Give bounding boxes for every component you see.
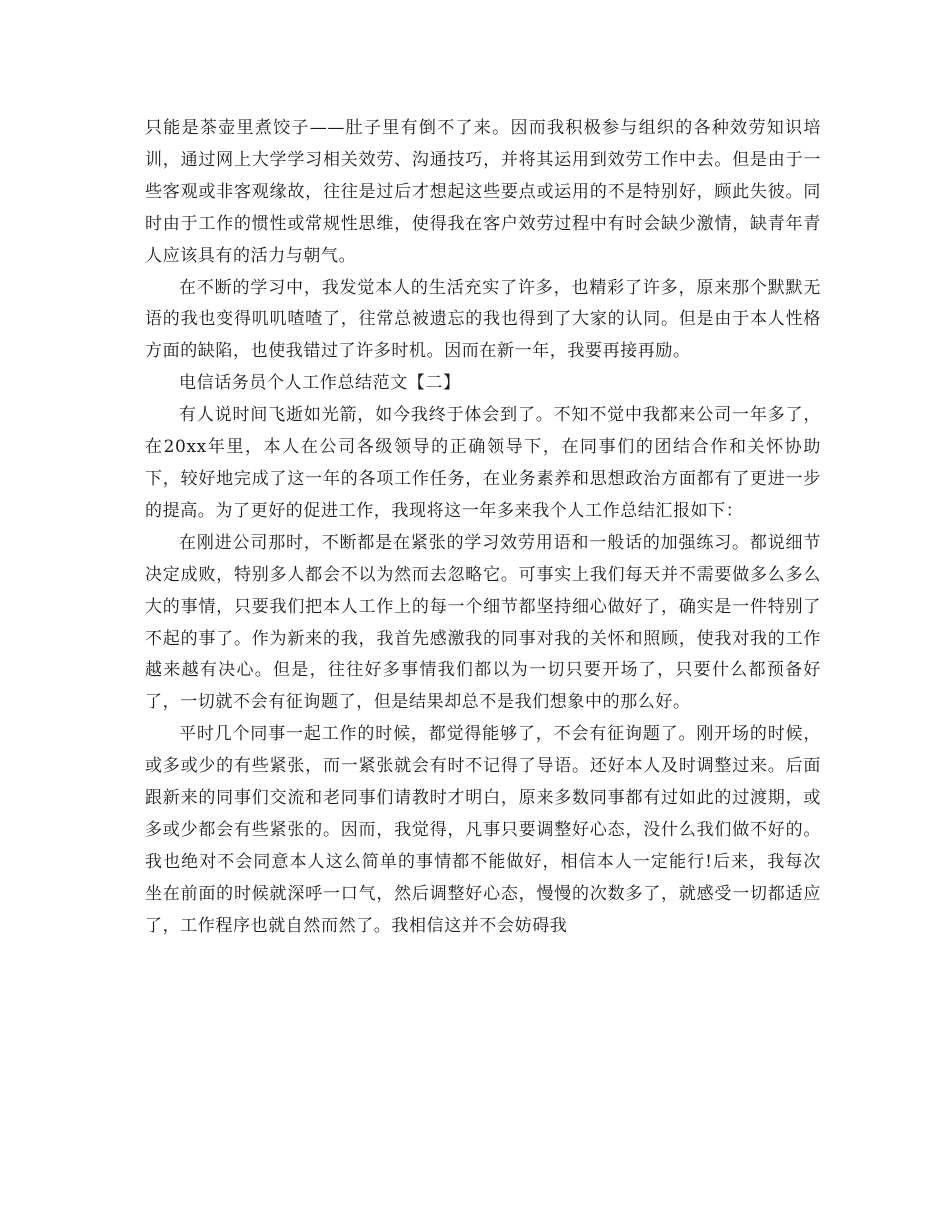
section-heading: 电信话务员个人工作总结范文【二】: [179, 373, 461, 394]
paragraph: 在刚进公司那时，不断都是在紧张的学习效劳用语和一般话的加强练习。都说细节决定成败，特别多人都会不以为然而去忽略它。可事实上我们每天并不需要做多么多么大的事情，只要我们把本人工作上的每一个细节都坚持细心做好了，确实是一件特别了不起的事了。作为新来的我，我首先感激我的同事对我的关怀和照顾，使我对我的工作越来越有决心。但是，往往好多事情我们都以为一切只要开场了，只要什么都预备好了，一切就不会有征询题了，但是结果却总不是我们想象中的那么好。: [145, 532, 821, 713]
paragraph: 有人说时间飞逝如光箭，如今我终于体会到了。不知不觉中我都来公司一年多了，在20xx年里，本人在公司各级领导的正确领导下，在同事们的团结合作和关怀协助下，较好地完成了这一年的各项工作任务，在业务素养和思想政治方面都有了更进一步的提高。为了更好的促进工作，我现将这一年多来我个人工作总结汇报如下：: [145, 405, 821, 521]
paragraph: 平时几个同事一起工作的时候，都觉得能够了，不会有征询题了。刚开场的时候，或多或少的有些紧张，而一紧张就会有时不记得了导语。还好本人及时调整过来。后面跟新来的同事们交流和老同事们请教时才明白，原来多数同事都有过如此的过渡期，或多或少都会有些紧张的。因而，我觉得，凡事只要调整好心态，没什么我们做不好的。我也绝对不会同意本人这么简单的事情都不能做好，相信本人一定能行!后来，我每次坐在前面的时候就深呼一口气，然后调整好心态，慢慢的次数多了，就感受一切都适应了，工作程序也就自然而然了。我相信这并不会妨碍我: [145, 724, 821, 936]
document-page: [145, 113, 821, 943]
paragraph: 只能是茶壶里煮饺子——肚子里有倒不了来。因而我积极参与组织的各种效劳知识培训，通过网上大学学习相关效劳、沟通技巧，并将其运用到效劳工作中去。但是由于一些客观或非客观缘故，往往是过后才想起这些要点或运用的不是特别好，顾此失彼。同时由于工作的惯性或常规性思维，使得我在客户效劳过程中有时会缺少激情，缺青年青人应该具有的活力与朝气。: [145, 118, 821, 266]
paragraph: 在不断的学习中，我发觉本人的生活充实了许多，也精彩了许多，原来那个默默无语的我也变得叽叽喳喳了，往常总被遗忘的我也得到了大家的认同。但是由于本人性格方面的缺陷，也使我错过了许多时机。因而在新一年，我要再接再励。: [145, 277, 821, 362]
